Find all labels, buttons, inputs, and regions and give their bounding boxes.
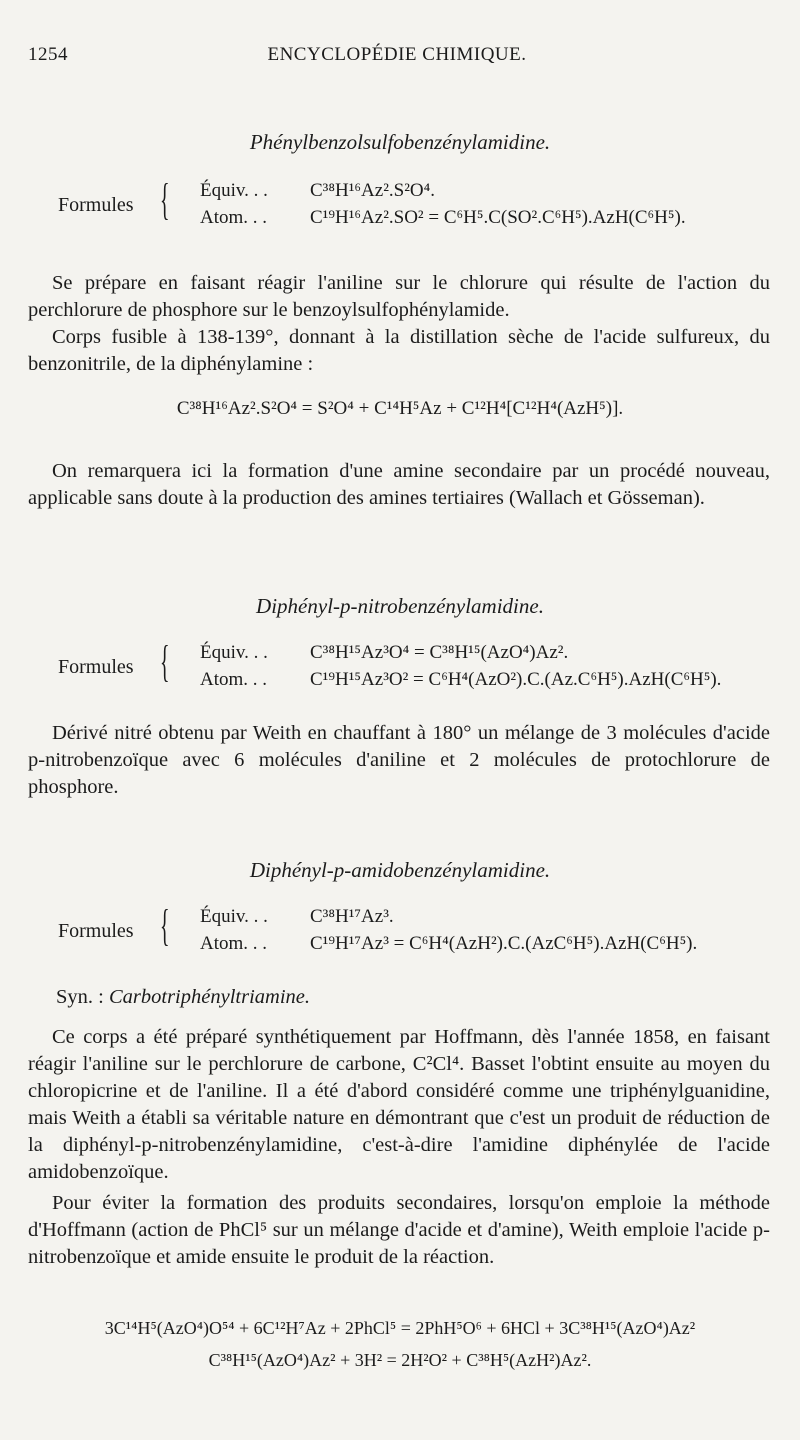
formula-block-2 [28, 637, 780, 702]
equiv-row [200, 906, 394, 928]
paragraph: Dérivé nitré obtenu par Weith en chauffant à 180° un mélange de 3 molécules d'acide p-nitrobenzoïque avec 6 molécules d'aniline et 2 molécules de protochlorure de phosphore. [28, 722, 770, 798]
equiv-row [200, 180, 435, 202]
paragraph: On remarquera ici la formation d'une amine secondaire par un procédé nouveau, applicable sans doute à la production des amines tertiaires (Wallach et Gösseman). [28, 460, 770, 509]
atom-row [200, 933, 697, 955]
section-title-3: Diphényl-p-amidobenzénylamidine. [249, 858, 551, 882]
brace-glyph: { [160, 637, 170, 686]
atom-formula: C¹⁹H¹⁵Az³O² = C⁶H⁴(AzO²).C.(Az.C⁶H⁵).AzH(C⁶H⁵). [310, 669, 722, 690]
formula-block-3 [28, 901, 780, 966]
equiv-label: Équiv. . . [200, 642, 268, 663]
equiv-row [200, 642, 568, 664]
paragraph: Ce corps a été préparé synthétiquement par Hoffmann, dès l'année 1858, en faisant réagir l'aniline sur le perchlorure de carbone, C²Cl⁴. Basset l'obtint ensuite au moyen du chloropicrine et de l'aniline. Il a été d'abord considéré comme une triphénylguanidine, mais Weith a établi sa véritable nature en démontrant que c'est un produit de réduction de la diphényl-p-nitrobenzénylamidine, c'est-à-dire l'amidine diphénylée de l'acide amidobenzoïque. [28, 1026, 770, 1183]
equation: 3C¹⁴H⁵(AzO⁴)O⁵⁴ + 6C¹²H⁷Az + 2PhCl⁵ = 2PhH⁵O⁶ + 6HCl + 3C³⁸H¹⁵(AzO⁴)Az² [104, 1318, 696, 1338]
equiv-formula: C³⁸H¹⁷Az³. [310, 906, 394, 927]
syn-value: Carbotriphényltriamine. [108, 986, 310, 1008]
equation: C³⁸H¹⁶Az².S²O⁴ = S²O⁴ + C¹⁴H⁵Az + C¹²H⁴[C¹²H⁴(AzH⁵)]. [176, 398, 624, 419]
section-title-1: Phénylbenzolsulfobenzénylamidine. [249, 130, 551, 154]
atom-row [200, 669, 721, 691]
equiv-label: Équiv. . . [200, 180, 268, 201]
brace-glyph: { [160, 901, 170, 950]
page-header [28, 44, 766, 68]
paragraph: Pour éviter la formation des produits secondaires, lorsqu'on emploie la méthode d'Hoffmann (action de PhCl⁵ sur un mélange d'acide et d'amine), Weith emploie l'acide p-nitrobenzoïque et amide ensuite le produit de la réaction. [28, 1192, 770, 1268]
brace-glyph: { [160, 175, 170, 224]
equiv-formula: C³⁸H¹⁵Az³O⁴ = C³⁸H¹⁵(AzO⁴)Az². [310, 642, 569, 663]
atom-label: Atom. . . [200, 933, 268, 954]
equation: C³⁸H¹⁵(AzO⁴)Az² + 3H² = 2H²O² + C³⁸H⁵(AzH²)Az². [208, 1350, 592, 1370]
equiv-formula: C³⁸H¹⁶Az².S²O⁴. [310, 180, 435, 201]
equiv-label: Équiv. . . [200, 906, 268, 927]
atom-formula: C¹⁹H¹⁷Az³ = C⁶H⁴(AzH²).C.(AzC⁶H⁵).AzH(C⁶H⁵). [310, 933, 698, 954]
atom-formula: C¹⁹H¹⁶Az².SO² = C⁶H⁵.C(SO².C⁶H⁵).AzH(C⁶H⁵). [310, 207, 686, 228]
formulas-label: Formules [58, 656, 134, 678]
formula-block-1 [28, 175, 780, 240]
syn-label: Syn. : [56, 986, 104, 1008]
paragraph: Se prépare en faisant réagir l'aniline sur le chlorure qui résulte de l'action du perchlorure de phosphore sur le benzoylsulfophénylamide. [28, 272, 770, 321]
formulas-label: Formules [58, 920, 134, 942]
atom-row [200, 207, 686, 229]
section-title-2: Diphényl-p-nitrobenzénylamidine. [256, 594, 544, 618]
atom-label: Atom. . . [200, 207, 268, 228]
atom-label: Atom. . . [200, 669, 268, 690]
formulas-label: Formules [58, 194, 134, 216]
running-title: ENCYCLOPÉDIE CHIMIQUE. [267, 44, 527, 65]
page-number: 1254 [28, 44, 68, 65]
paragraph: Corps fusible à 138-139°, donnant à la distillation sèche de l'acide sulfureux, du benzonitrile, de la diphénylamine : [28, 326, 770, 375]
synonym-line [56, 986, 310, 1009]
